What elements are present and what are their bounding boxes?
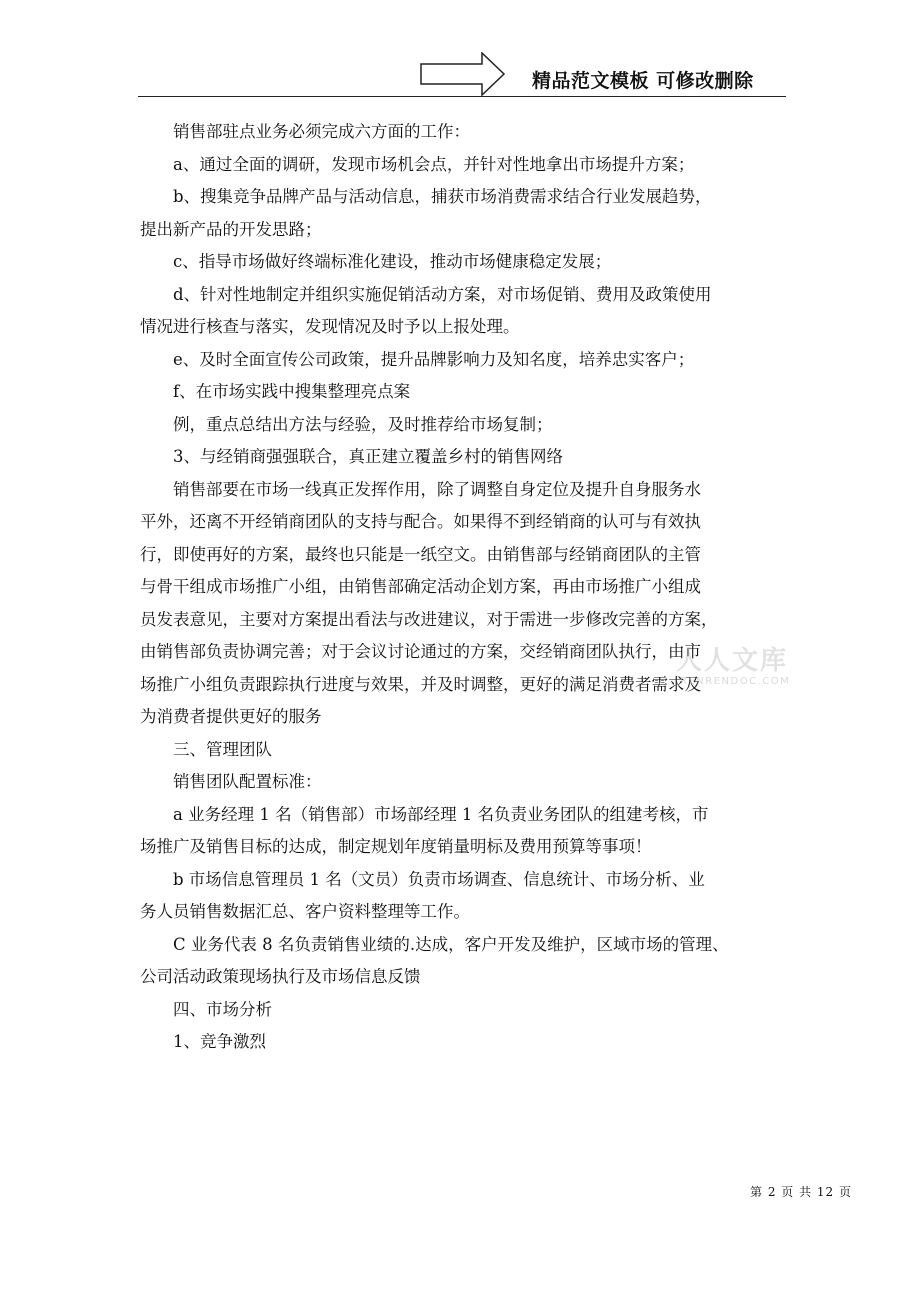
watermark-url: RENRENDOC.COM [680, 676, 791, 687]
paragraph-line: a、通过全面的调研，发现市场机会点，并针对性地拿出市场提升方案； [173, 154, 695, 174]
paragraph-line: c、指导市场做好终端标准化建设，推动市场健康稳定发展； [173, 252, 612, 271]
paragraph-line: b 市场信息管理员 1 名（文员）负责市场调查、信息统计、市场分析、业 [173, 869, 705, 889]
paragraph-line: 场推广及销售目标的达成，制定规划年度销量明标及费用预算等事项！ [140, 837, 652, 856]
page-number: 第 2 页 共 12 页 [750, 1185, 852, 1199]
paragraph-line: 务人员销售数据汇总、客户资料整理等工作。 [140, 902, 470, 921]
paragraph-line: 销售部驻点业务必须完成六方面的工作： [173, 122, 470, 141]
paragraph-line: 行，即使再好的方案，最终也只能是一纸空文。由销售部与经销商团队的主管 [140, 544, 701, 564]
paragraph-line: 四、市场分析 [173, 999, 272, 1019]
paragraph-line: 例，重点总结出方法与经验，及时推荐给市场复制； [173, 414, 553, 434]
paragraph-line: d、针对性地制定并组织实施促销活动方案，对市场促销、费用及政策使用 [173, 284, 712, 304]
paragraph-line: e、及时全面宣传公司政策，提升品牌影响力及知名度，培养忠实客户； [173, 349, 695, 369]
paragraph-line: 销售部要在市场一线真正发挥作用，除了调整自身定位及提升自身服务水 [173, 479, 701, 499]
header-title: 精品范文模板 可修改删除 [532, 70, 754, 92]
header-arrow-icon [420, 52, 506, 96]
paragraph-line: 与骨干组成市场推广小组，由销售部确定活动企划方案，再由市场推广小组成 [140, 577, 701, 596]
paragraph-line: 为消费者提供更好的服务 [140, 707, 322, 726]
paragraph-line: b、搜集竞争品牌产品与活动信息，捕获市场消费需求结合行业发展趋势， [173, 187, 712, 206]
paragraph-line: 1、竞争激烈 [173, 1032, 266, 1051]
paragraph-line: 3、与经销商强强联合，真正建立覆盖乡村的销售网络 [173, 447, 563, 466]
paragraph-line: f、在市场实践中搜集整理亮点案 [173, 382, 411, 401]
paragraph-line: 平外，还离不开经销商团队的支持与配合。如果得不到经销商的认可与有效执 [140, 512, 701, 531]
paragraph-line: a 业务经理 1 名（销售部）市场部经理 1 名负责业务团队的组建考核，市 [173, 804, 709, 824]
paragraph-line: 员发表意见，主要对方案提出看法与改进建议，对于需进一步修改完善的方案， [140, 609, 718, 629]
paragraph-line: 由销售部负责协调完善；对于会议讨论通过的方案，交经销商团队执行，由市 [140, 642, 701, 661]
paragraph-line: 情况进行核查与落实，发现情况及时予以上报处理。 [140, 317, 520, 336]
watermark-text: 人人文库 [676, 646, 789, 676]
paragraph-line: 公司活动政策现场执行及市场信息反馈 [140, 967, 421, 986]
paragraph-line: 场推广小组负责跟踪执行进度与效果，并及时调整，更好的满足消费者需求及 [140, 674, 701, 694]
paragraph-line: 三、管理团队 [173, 739, 272, 759]
header-divider [138, 96, 786, 97]
paragraph-line: 销售团队配置标准： [173, 772, 322, 791]
paragraph-line: 提出新产品的开发思路； [140, 219, 322, 239]
document-body [140, 116, 785, 1059]
paragraph-line: C 业务代表 8 名负责销售业绩的.达成，客户开发及维护，区域市场的管理、 [173, 934, 729, 954]
